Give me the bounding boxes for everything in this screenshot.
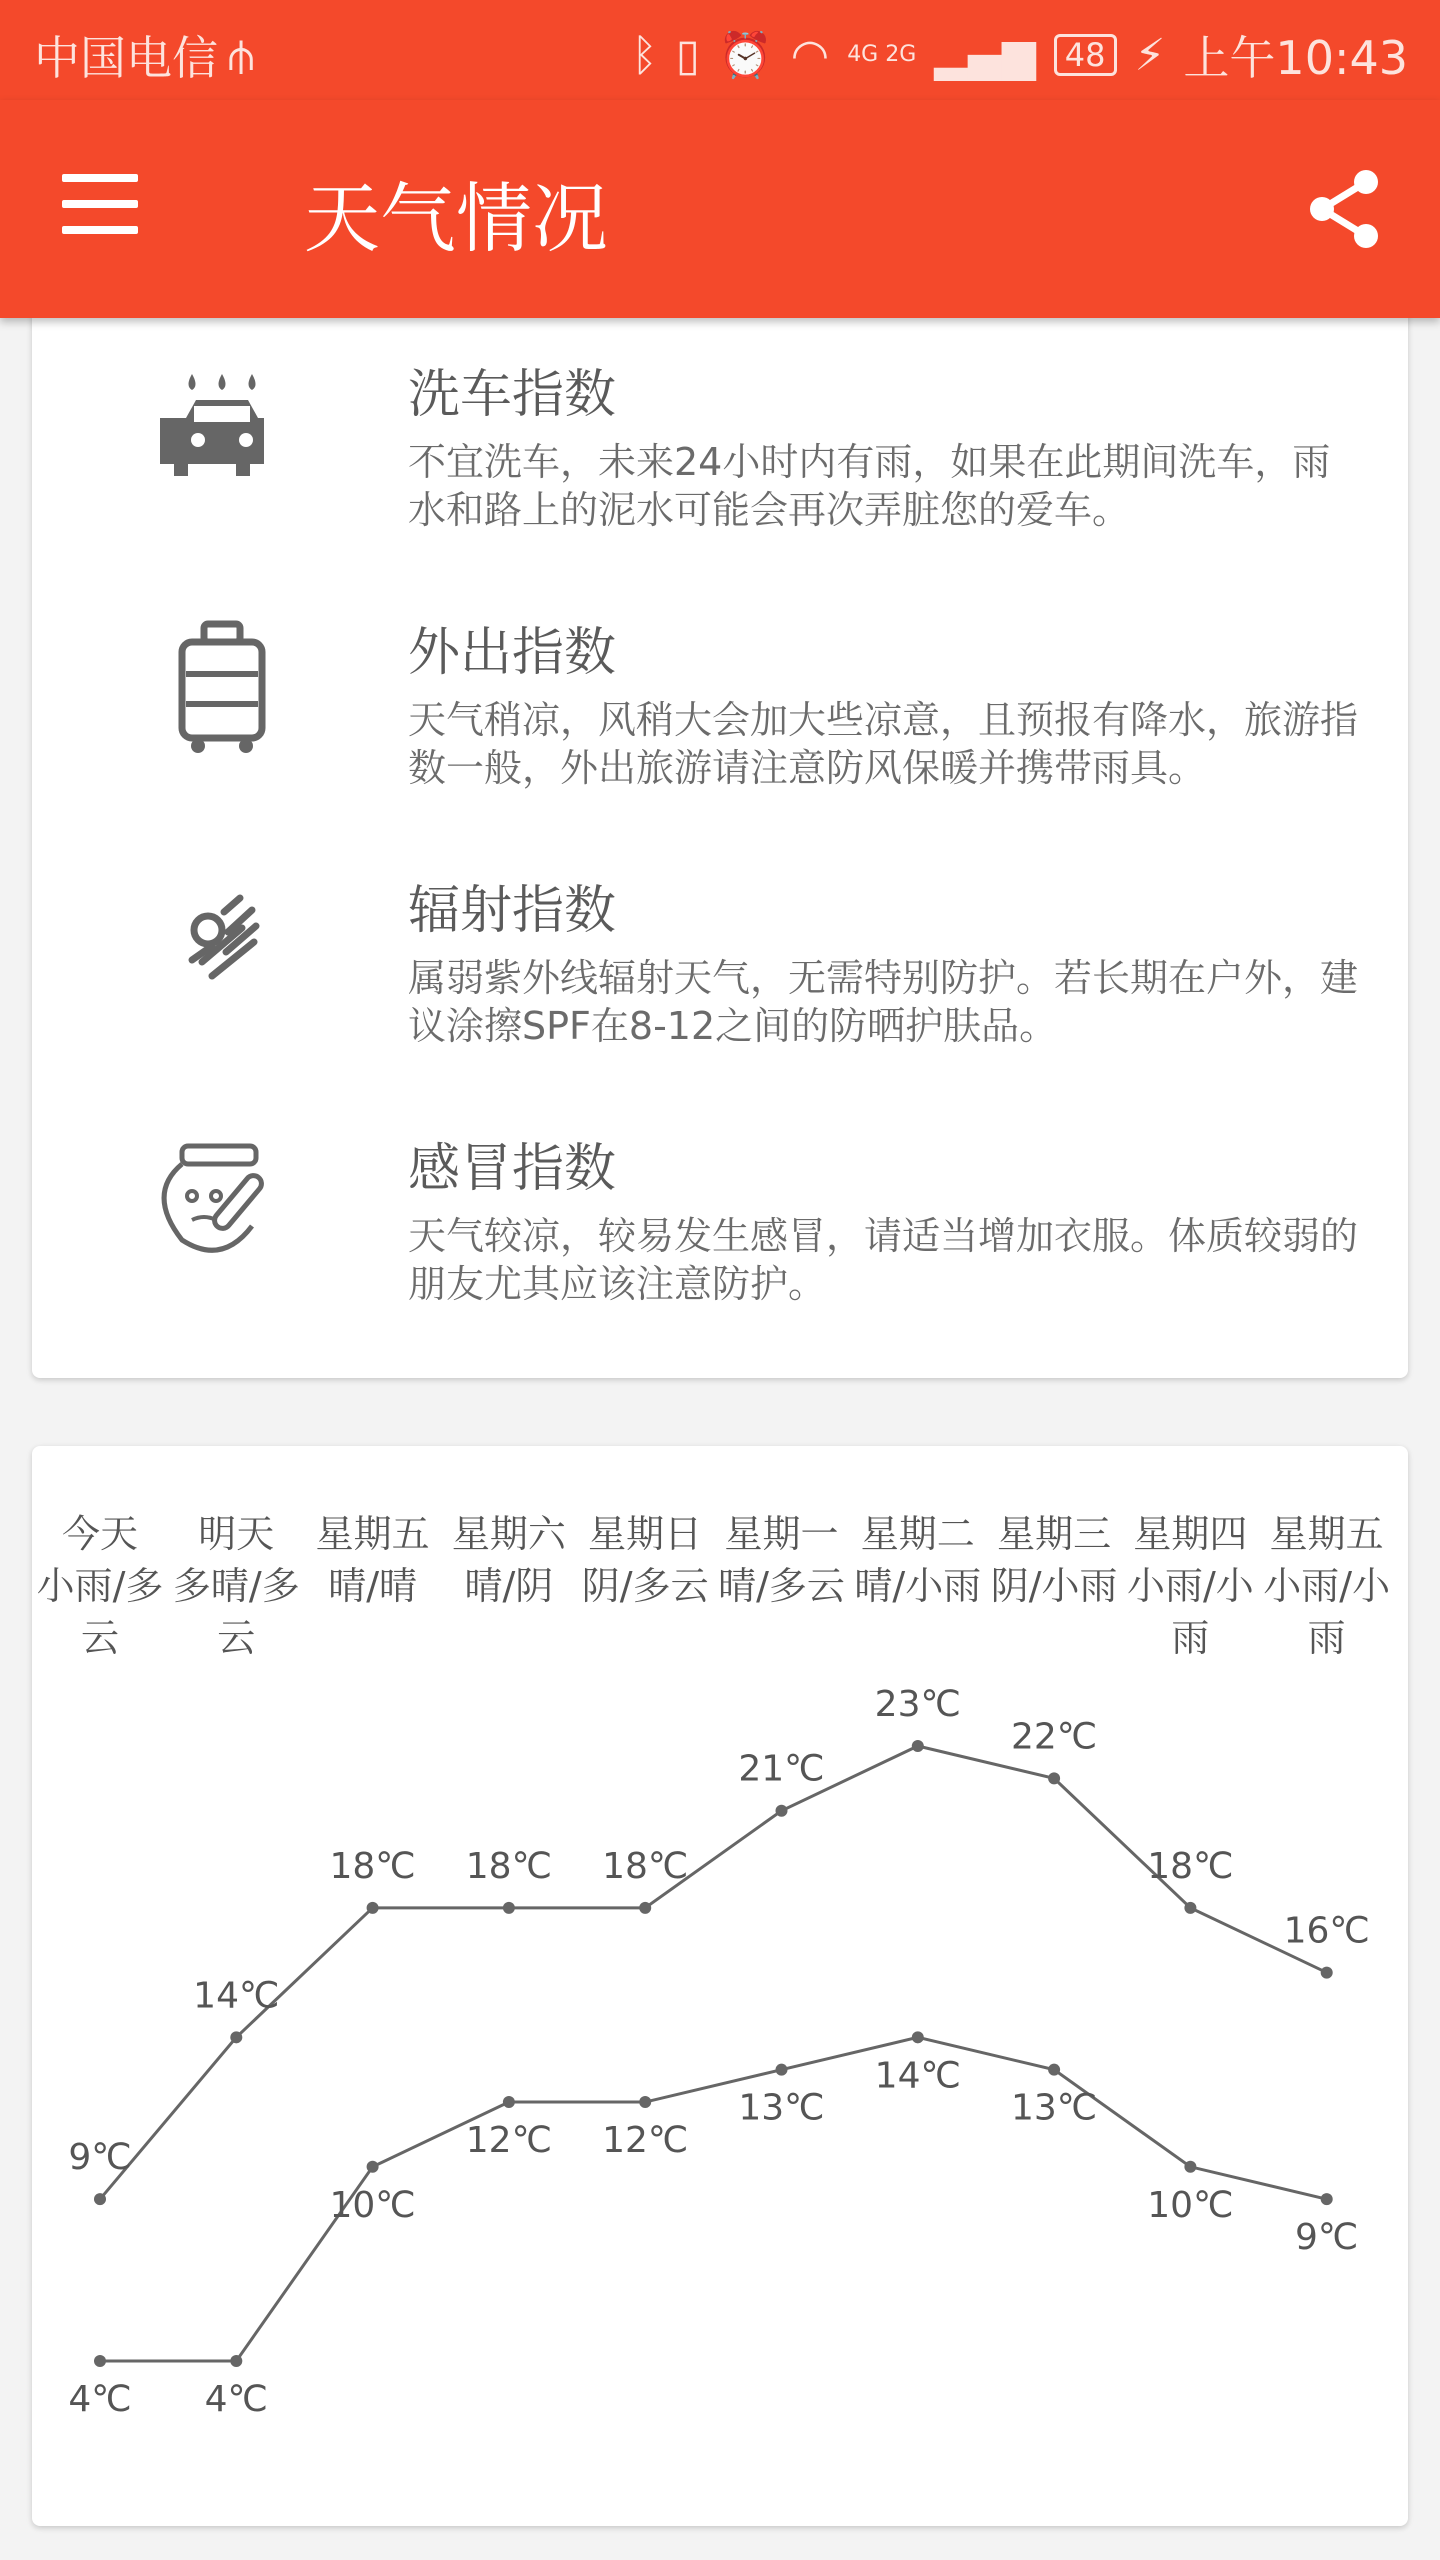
index-item-cold[interactable] [32,1074,1408,1324]
low-temperature-point [1184,2161,1196,2173]
charging-icon: ⚡ [1134,29,1166,81]
index-name: 外出指数 [408,623,617,683]
high-temperature-point [1184,1902,1196,1914]
battery-indicator: 48 [1054,34,1117,76]
low-temperature-label: 4℃ [68,2379,132,2420]
index-name: 辐射指数 [408,881,617,941]
low-temperature-point [94,2355,106,2367]
high-temperature-label: 9℃ [68,2137,132,2179]
menu-button[interactable] [62,174,162,244]
low-temperature-point [912,2031,924,2043]
index-description: 天气稍凉，风稍大会加大些凉意，且预报有降水，旅游指数一般，外出旅游请注意防风保暖并携带雨具。 [408,698,1359,790]
index-name: 感冒指数 [408,1139,617,1199]
low-temperature-label: 13℃ [738,2087,825,2129]
low-temperature-label: 12℃ [602,2120,689,2162]
forecast-weather-label: 多晴/多云 [172,1564,300,1660]
signal-icon: ▂▄▆ [934,29,1036,81]
high-temperature-label: 22℃ [1010,1716,1098,1758]
forecast-weather-label: 阴/小雨 [990,1564,1118,1608]
high-temperature-label: 14℃ [193,1975,280,2017]
temperature-chart [32,1446,1408,2526]
life-index-card [32,300,1408,1378]
low-temperature-point [1048,2064,1060,2076]
forecast-day-label: 星期六 [451,1512,566,1556]
high-temperature-point [639,1902,651,1914]
forecast-weather-label: 晴/多云 [718,1564,845,1608]
share-button[interactable] [1300,164,1390,254]
forecast-weather-label: 晴/小雨 [854,1564,982,1608]
forecast-weather-label: 晴/晴 [328,1564,417,1608]
index-description: 属弱紫外线辐射天气，无需特别防护。若长期在户外，建议涂擦SPF在8-12之间的防晒护肤品。 [408,956,1359,1048]
high-temperature-label: 21℃ [738,1748,825,1790]
low-temperature-point [367,2161,379,2173]
forecast-weather-label: 小雨/小雨 [1263,1564,1391,1660]
hamburger-line [62,200,138,208]
low-temperature-label: 12℃ [465,2120,553,2162]
forecast-day-label: 星期三 [997,1512,1112,1556]
bluetooth-icon: ᛒ [631,29,658,81]
hamburger-line [62,226,138,234]
forecast-weather-label: 晴/阴 [464,1564,554,1608]
forecast-day-label: 星期日 [588,1512,703,1556]
index-item-radiation[interactable] [32,816,1408,1066]
carrier-label: 中国电信 [34,31,218,85]
high-temperature-label: 18℃ [602,1845,689,1887]
index-item-travel[interactable] [32,558,1408,808]
low-temperature-point [776,2064,788,2076]
forecast-weather-label: 阴/多云 [581,1564,709,1608]
high-temperature-label: 23℃ [874,1684,961,1725]
forecast-day-label: 星期一 [724,1512,839,1556]
low-temperature-point [230,2355,242,2367]
low-temperature-label: 14℃ [874,2055,961,2097]
wifi-icon: ◠ [790,29,830,81]
share-icon [1300,164,1390,254]
luggage-icon [152,618,292,758]
forecast-weather-label: 小雨/小雨 [1126,1564,1254,1660]
high-temperature-point [1048,1772,1060,1784]
page-title: 天气情况 [304,174,608,263]
app-bar [0,100,1440,318]
car-wash-icon [152,360,292,500]
high-temperature-point [912,1740,924,1752]
network-label: 4G 2G [847,42,917,67]
index-name: 洗车指数 [408,365,617,425]
low-temperature-label: 4℃ [204,2379,268,2420]
status-bar [0,0,1440,100]
low-temperature-point [639,2096,651,2108]
low-temperature-label: 13℃ [1010,2087,1098,2129]
low-temperature-point [1321,2193,1333,2205]
forecast-day-label: 星期四 [1133,1512,1248,1556]
forecast-day-label: 星期五 [1269,1512,1384,1556]
index-description: 天气较凉，较易发生感冒，请适当增加衣服。体质较弱的朋友尤其应该注意防护。 [408,1214,1359,1306]
forecast-day-label: 星期二 [860,1512,975,1556]
radiation-icon [152,876,292,1016]
low-temperature-point [503,2096,515,2108]
low-temperature-label: 9℃ [1295,2217,1359,2259]
clock-label: 上午10:43 [1183,31,1408,85]
high-temperature-point [230,2031,242,2043]
vibrate-icon: ▯ [675,29,700,81]
low-temperature-line [100,2037,1327,2361]
high-temperature-point [1321,1967,1333,1979]
high-temperature-label: 16℃ [1283,1910,1370,1952]
low-temperature-label: 10℃ [329,2184,416,2226]
alarm-icon: ⏰ [717,30,773,81]
low-temperature-label: 10℃ [1147,2184,1234,2226]
hamburger-icon [62,174,138,182]
forecast-day-label: 今天 [61,1512,138,1556]
high-temperature-point [94,2193,106,2205]
high-temperature-point [503,1902,515,1914]
high-temperature-point [367,1902,379,1914]
high-temperature-label: 18℃ [329,1845,416,1887]
forecast-day-label: 明天 [198,1512,275,1556]
high-temperature-label: 18℃ [1147,1845,1234,1887]
usb-icon: ⫛ [228,29,255,81]
forecast-card [32,1446,1408,2526]
index-item-car-wash[interactable] [32,300,1408,550]
high-temperature-label: 18℃ [465,1845,553,1887]
forecast-weather-label: 小雨/多云 [36,1564,164,1660]
forecast-day-label: 星期五 [315,1512,430,1556]
high-temperature-point [776,1805,788,1817]
cold-thermometer-icon [152,1134,292,1274]
index-description: 不宜洗车，未来24小时内有雨，如果在此期间洗车，雨水和路上的泥水可能会再次弄脏您的爱车。 [408,440,1331,532]
